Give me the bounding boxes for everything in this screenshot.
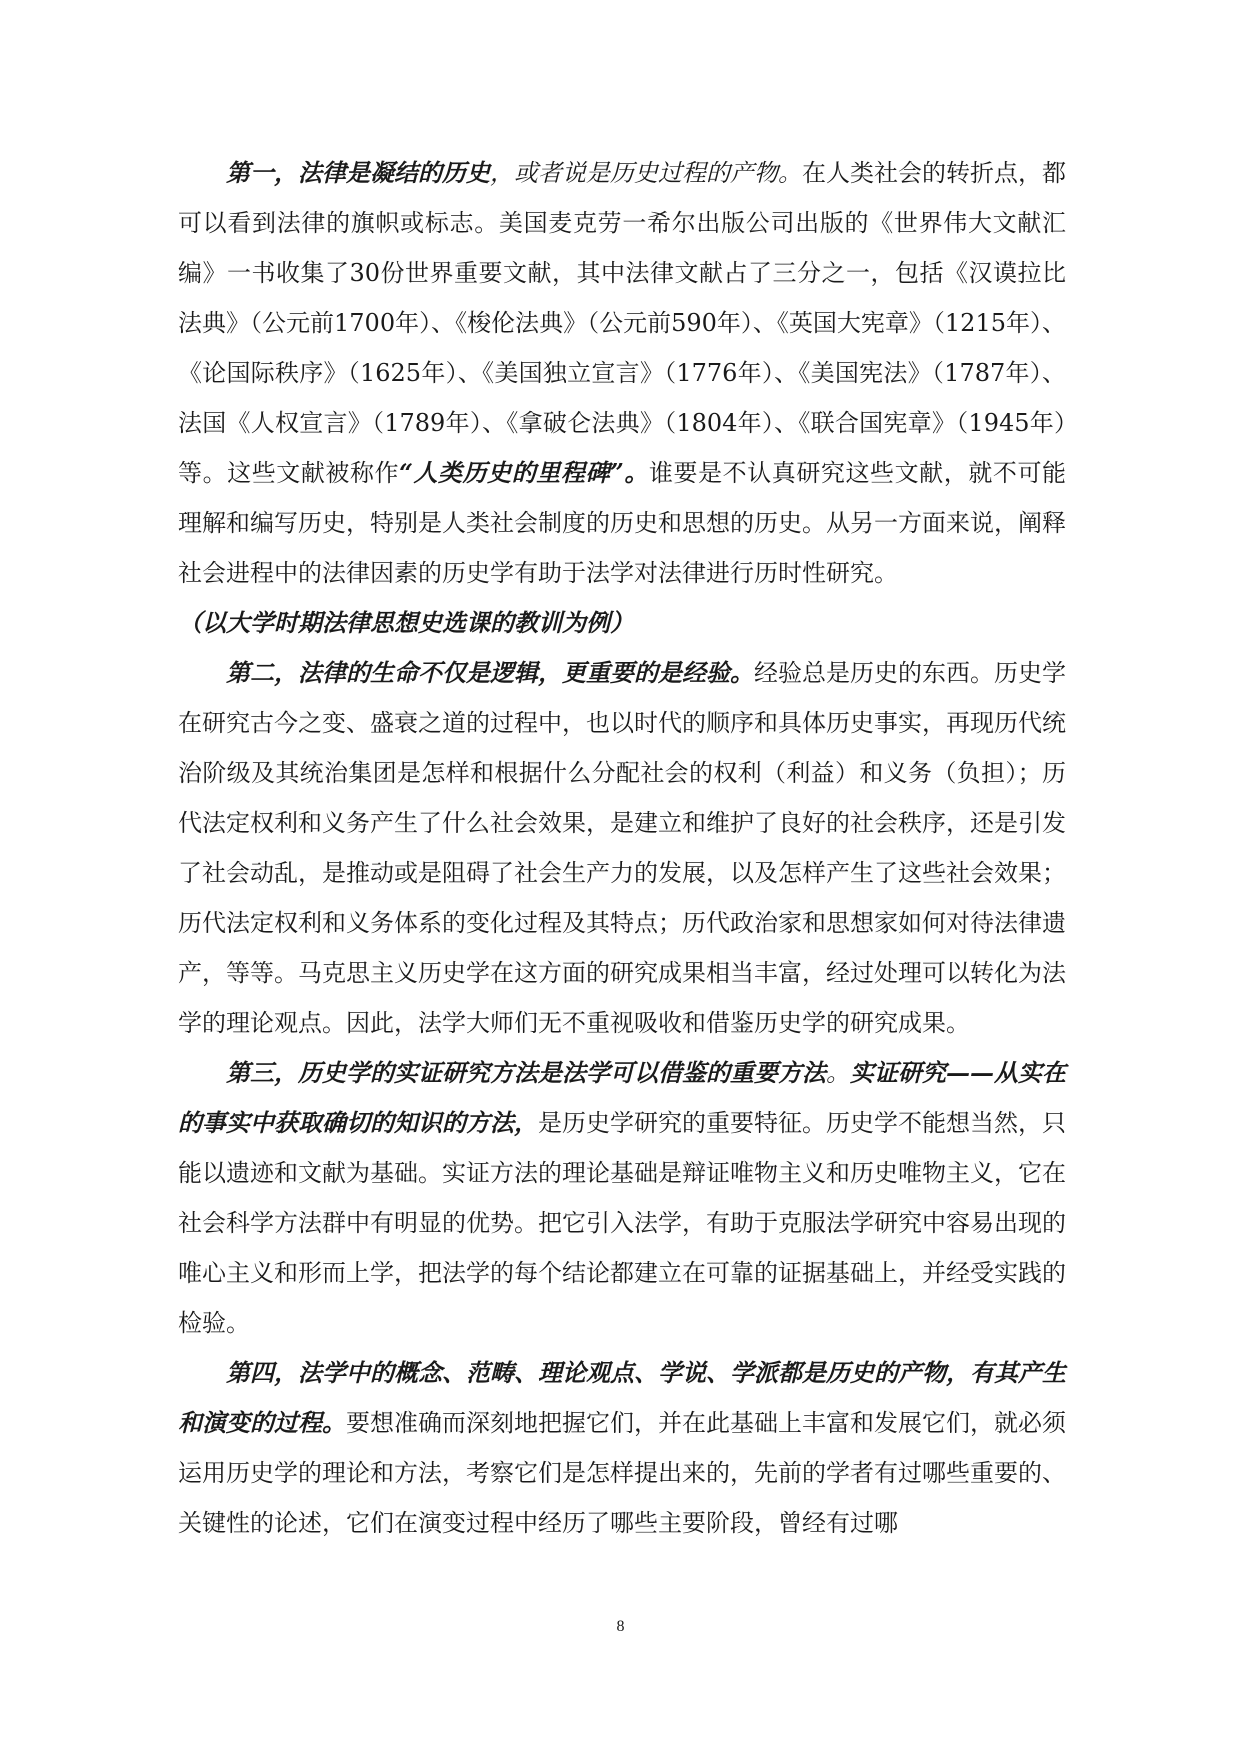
paragraph-4	[178, 1348, 1066, 1548]
paragraph-4-lead: 第四，法学中的概念、范畴、理论观点、学说、学派都是历史的产物，有其产生和演变的过程。	[178, 1358, 1066, 1437]
paragraph-3-emphasis: 实证研究——从实在的事实中获取确切的知识的方法，	[178, 1058, 1066, 1137]
paragraph-1-text-b: 谁要是不认真研究这些文献，就不可能理解和编写历史，特别是人类社会制度的历史和思想的历史。从另一方面来说，阐释社会进程中的法律因素的历史学有助于法学对法律进行历时性研究。	[178, 459, 1067, 587]
paragraph-2-lead: 第二，法律的生命不仅是逻辑，更重要的是经验。	[226, 658, 754, 687]
paragraph-2	[178, 648, 1066, 1048]
paragraph-3-lead-italic: 。	[826, 1059, 850, 1087]
paragraph-1-lead-italic: ，或者说是历史过程的产物。	[490, 159, 802, 187]
page-number: 8	[616, 1618, 625, 1635]
paragraph-1	[178, 148, 1066, 598]
paragraph-3	[178, 1048, 1066, 1348]
paragraph-1-text-a: 在人类社会的转折点，都可以看到法律的旗帜或标志。美国麦克劳一希尔出版公司出版的《世界伟大文献汇编》一书收集了30份世界重要文献，其中法律文献占了三分之一，包括《汉谟拉比法典》（公元前1700年）、《梭伦法典》（公元前590年）、《英国大宪章》（1215年）、《论国际秩序》（1625年）、《美国独立宣言》（1776年）、《美国宪法》（1787年）、法国《人权宣言》（1789年）、《拿破仑法典》（1804年）、《联合国宪章》（1945年）等。这些文献被称作	[178, 159, 1066, 487]
paragraph-1-emphasis: “人类历史的里程碑”。	[399, 458, 649, 487]
paragraph-2-text: 经验总是历史的东西。历史学在研究古今之变、盛衰之道的过程中，也以时代的顺序和具体历史事实，再现历代统治阶级及其统治集团是怎样和根据什么分配社会的权利（利益）和义务（负担）；历代法定权利和义务产生了什么社会效果，是建立和维护了良好的社会秩序，还是引发了社会动乱，是推动或是阻碍了社会生产力的发展，以及怎样产生了这些社会效果；历代法定权利和义务体系的变化过程及其特点；历代政治家和思想家如何对待法律遗产，等等。马克思主义历史学在这方面的研究成果相当丰富，经过处理可以转化为法学的理论观点。因此，法学大师们无不重视吸收和借鉴历史学的研究成果。	[178, 659, 1066, 1037]
paragraph-3-lead: 第三，历史学的实证研究方法是法学可以借鉴的重要方法	[226, 1058, 826, 1087]
paragraph-3-text: 是历史学研究的重要特征。历史学不能想当然，只能以遗迹和文献为基础。实证方法的理论基础是辩证唯物主义和历史唯物主义，它在社会科学方法群中有明显的优势。把它引入法学，有助于克服法学研究中容易出现的唯心主义和形而上学，把法学的每个结论都建立在可靠的证据基础上，并经受实践的检验。	[178, 1109, 1066, 1337]
paragraph-note: （以大学时期法律思想史选课的教训为例）	[178, 608, 634, 637]
body-text	[178, 148, 1066, 1548]
paragraph-4-text: 要想准确而深刻地把握它们，并在此基础上丰富和发展它们，就必须运用历史学的理论和方法，考察它们是怎样提出来的，先前的学者有过哪些重要的、关键性的论述，它们在演变过程中经历了哪些主要阶段，曾经有过哪	[178, 1409, 1066, 1537]
paragraph-1-lead: 第一，法律是凝结的历史	[226, 158, 490, 187]
